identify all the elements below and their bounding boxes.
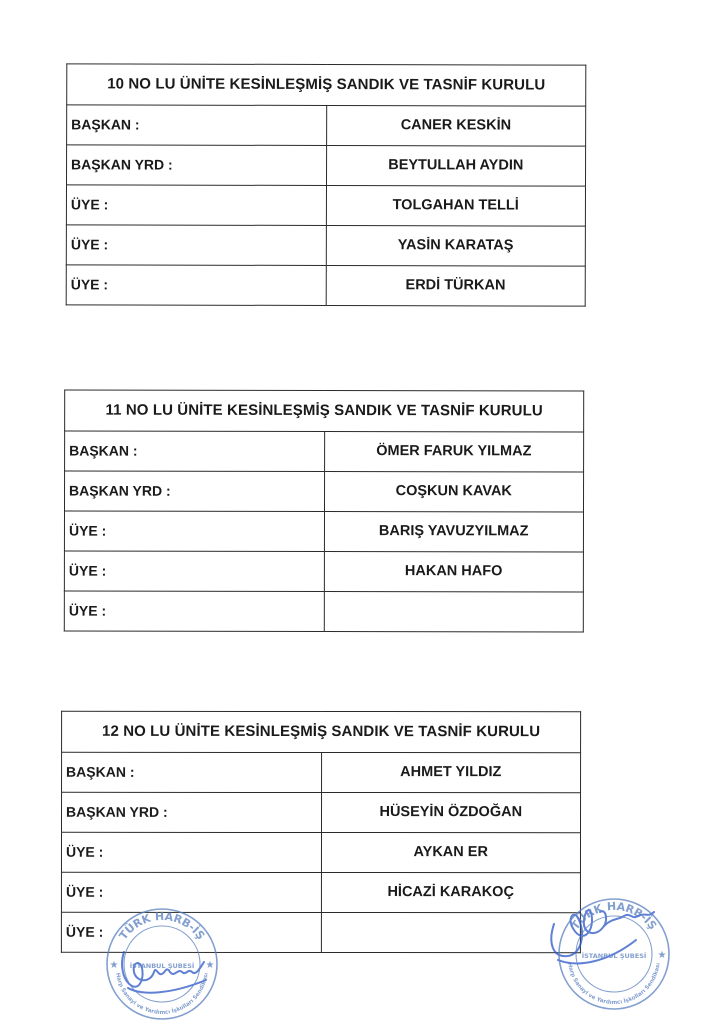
role-label: BAŞKAN YRD : [66, 145, 326, 186]
role-label: ÜYE : [66, 185, 326, 226]
union-stamp-left [102, 902, 222, 1020]
board-title: 11 NO LU ÜNİTE KESİNLEŞMİŞ SANDIK VE TASNİF KURULU [65, 390, 584, 432]
stamp-bottom-text: Harp Sanayi ve Yardımcı İşkolları Sendikası [566, 962, 662, 1007]
member-name: ÖMER FARUK YILMAZ [324, 432, 584, 472]
member-name: AHMET YILDIZ [321, 753, 581, 793]
stamp-top-text: TÜRK HARB-İŞ [116, 909, 208, 943]
table-row [65, 431, 584, 472]
role-label: ÜYE : [61, 912, 321, 952]
table-row [64, 551, 583, 592]
role-label: ÜYE : [64, 511, 324, 551]
role-label: ÜYE : [64, 551, 324, 591]
member-name: AYKAN ER [321, 833, 581, 873]
member-name [324, 591, 584, 631]
member-name [321, 912, 581, 952]
table-row [66, 265, 585, 306]
stamp-bottom-text: Harp Sanayi ve Yardımcı İşkolları Sendikası [114, 972, 210, 1017]
member-name: BEYTULLAH AYDIN [326, 146, 586, 187]
member-name: TOLGAHAN TELLİ [326, 186, 586, 227]
member-name: HÜSEYİN ÖZDOĞAN [321, 793, 581, 833]
stamp-seal-icon [548, 890, 676, 1010]
role-label: ÜYE : [64, 591, 324, 631]
table-row [66, 185, 585, 226]
stamp-seal-icon [102, 902, 222, 1020]
role-label: BAŞKAN : [62, 752, 322, 792]
role-label: ÜYE : [66, 265, 326, 306]
signature-left [122, 952, 206, 993]
role-label: ÜYE : [66, 225, 326, 266]
table-row [62, 752, 581, 792]
election-board-11 [64, 390, 584, 633]
role-label: BAŞKAN : [65, 431, 325, 471]
svg-text:★: ★ [205, 960, 215, 971]
table-row [64, 511, 583, 552]
table-row [61, 832, 580, 872]
stamp-center-text: İSTANBUL ŞUBESİ [129, 962, 195, 970]
election-board-10 [66, 63, 587, 306]
member-name: YASİN KARATAŞ [326, 225, 586, 266]
member-name: CANER KESKİN [326, 106, 586, 147]
member-name: HİCAZİ KARAKOÇ [321, 873, 581, 913]
member-name: BARIŞ YAVUZYILMAZ [324, 512, 584, 552]
table-row [66, 145, 585, 186]
member-name: COŞKUN KAVAK [324, 472, 584, 512]
table-row [61, 792, 580, 832]
role-label: BAŞKAN YRD : [64, 471, 324, 511]
svg-text:★: ★ [109, 960, 119, 971]
table-row [64, 591, 583, 632]
role-label: ÜYE : [61, 872, 321, 912]
role-label: ÜYE : [61, 832, 321, 872]
stamp-top-text: TÜRK HARB-İŞ [568, 899, 660, 933]
board-title: 12 NO LU ÜNİTE KESİNLEŞMİŞ SANDIK VE TASNİF KURULU [62, 711, 581, 752]
union-stamp-right [548, 890, 676, 1010]
table-row [66, 225, 585, 266]
table-row [67, 105, 586, 146]
member-name: ERDİ TÜRKAN [326, 265, 586, 306]
svg-text:★: ★ [657, 950, 667, 961]
board-title: 10 NO LU ÜNİTE KESİNLEŞMİŞ SANDIK VE TASNİF KURULU [67, 64, 586, 106]
table-row [64, 471, 583, 512]
role-label: BAŞKAN YRD : [61, 792, 321, 832]
member-name: HAKAN HAFO [324, 551, 584, 591]
role-label: BAŞKAN : [67, 105, 327, 146]
stamp-center-text: İSTANBUL ŞUBESİ [581, 952, 647, 960]
